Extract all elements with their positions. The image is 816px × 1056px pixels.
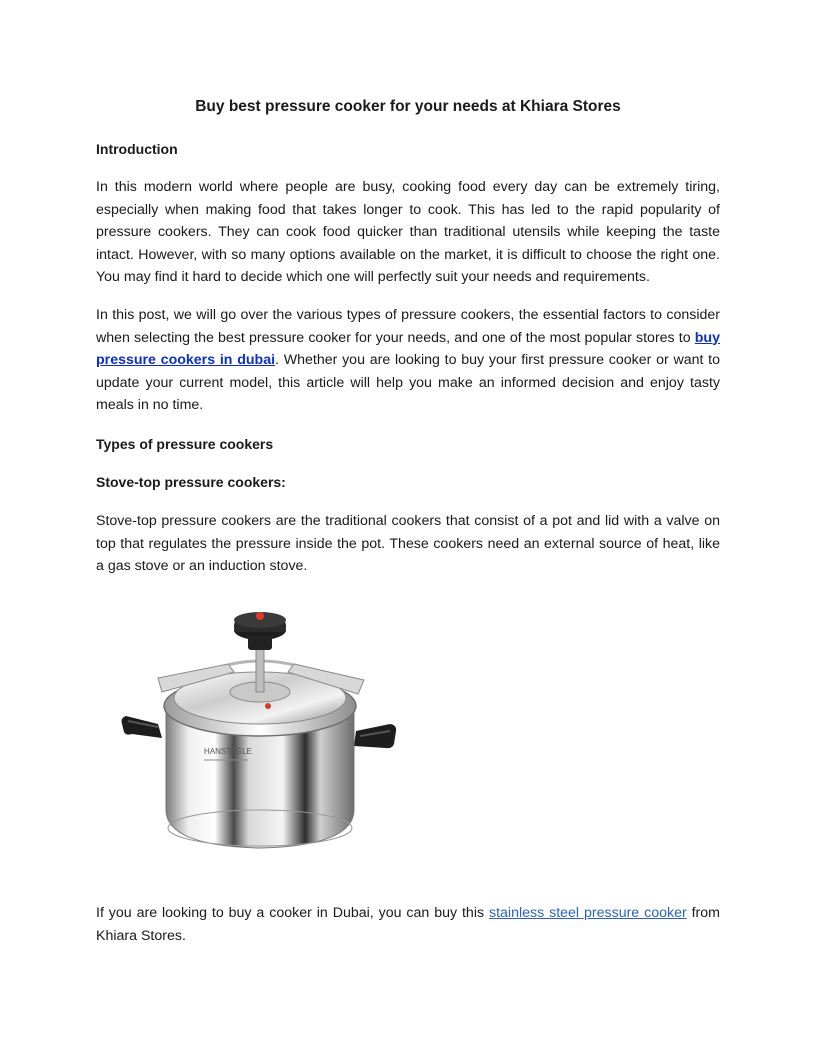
intro-heading: Introduction — [96, 141, 178, 157]
pressure-cooker-image — [118, 606, 408, 856]
types-heading: Types of pressure cookers — [96, 436, 274, 452]
post-paragraph — [96, 304, 720, 417]
valve-indicator — [256, 612, 264, 620]
closing-text-after: from Khiara Stores. — [96, 905, 720, 944]
intro-paragraph: In this modern world where people are busy, cooking food every day can be extremely tiring, especially when making food that takes longer to cook. This has led to the rapid popularity of pressure cookers. They can cook food quicker than traditional utensils while keeping the taste intact. However, with so many options available on the market, it is difficult to choose the right one. You may find it hard to decide which one will perfectly suit your needs and requirements. — [96, 179, 720, 285]
closing-text-before: If you are looking to buy a cooker in Dubai, you can buy this — [96, 905, 489, 921]
buy-pressure-cookers-link[interactable]: buy pressure cookers in dubai — [96, 329, 720, 368]
post-text-before: In this post, we will go over the various types of pressure cookers, the essential factors to consider when selecting the best pressure cooker for your needs, and one of the most popular stores to — [96, 307, 720, 346]
brand-label: HANSTAGLE — [204, 747, 252, 756]
post-text-after: . Whether you are looking to buy your first pressure cooker or want to update your current model, this article will help you make an informed decision and enjoy tasty meals in no time. — [96, 352, 720, 413]
stainless-steel-cooker-link[interactable]: stainless steel pressure cooker — [489, 905, 687, 921]
closing-paragraph — [96, 902, 720, 947]
pressure-cooker-icon — [118, 606, 408, 856]
stovetop-paragraph: Stove-top pressure cookers are the traditional cookers that consist of a pot and lid with a valve on top that regulates the pressure inside the pot. These cookers need an external source of heat, like a gas stove or an induction stove. — [96, 513, 720, 574]
stovetop-heading: Stove-top pressure cookers: — [96, 474, 286, 490]
page-title: Buy best pressure cooker for your needs at Khiara Stores — [195, 98, 621, 115]
